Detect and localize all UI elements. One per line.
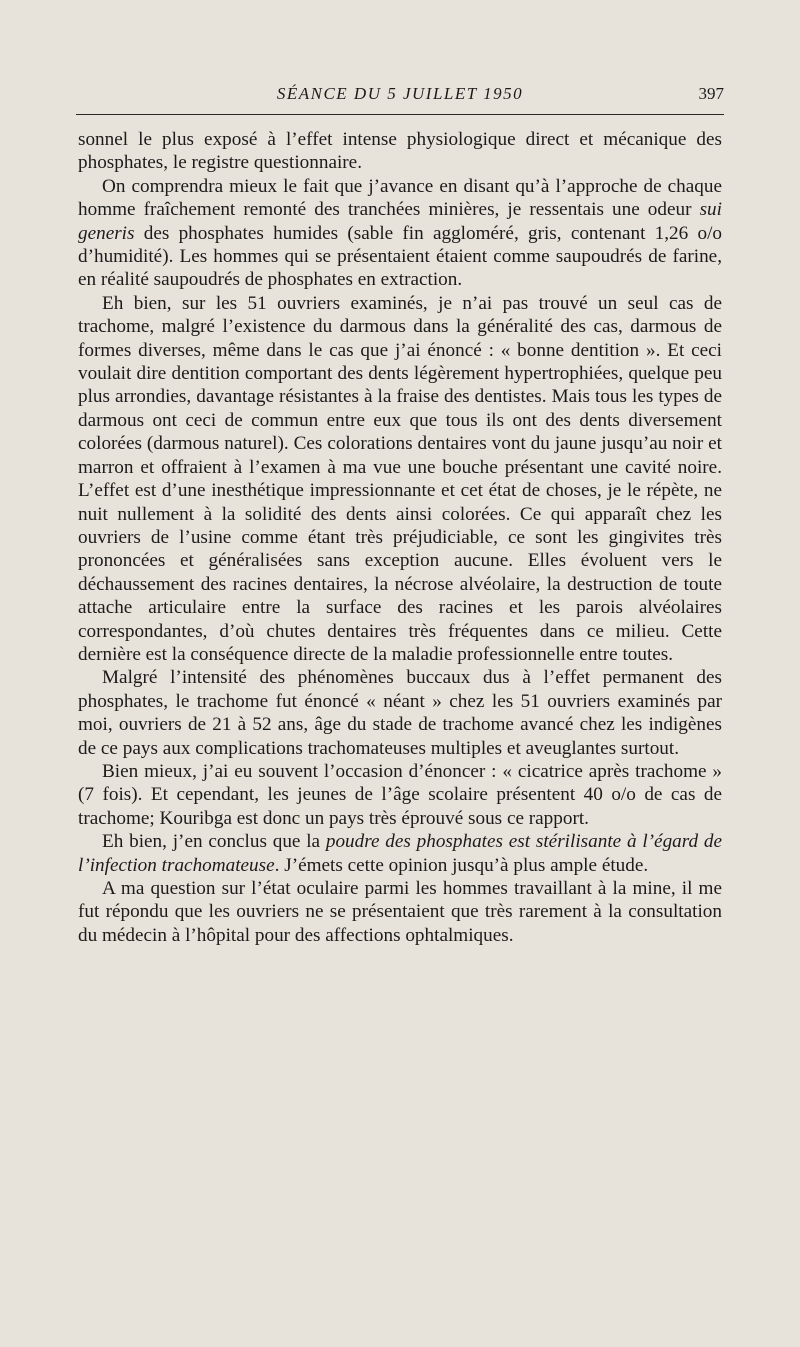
text-run: Malgré l’intensité des phénomènes buccaux dus à l’effet permanent des phosphates, le trachome fut énoncé « néant » chez les 51 ouvriers examinés par moi, ouvriers de 21 à 52 ans, âge du stade de trachome avancé chez les indigènes de ce pays aux complications trachomateuses multiples et aveuglantes surtout. bbox=[78, 667, 722, 759]
text-run: sonnel le plus exposé à l’effet intense physiologique direct et mécanique des phosphates, le registre questionnaire. bbox=[78, 129, 722, 174]
page-number: 397 bbox=[698, 84, 724, 103]
paragraph bbox=[78, 666, 722, 760]
page-header bbox=[76, 84, 724, 108]
paragraph bbox=[78, 175, 722, 292]
text-run: On comprendra mieux le fait que j’avance en disant qu’à l’approche de chaque homme fraîchement remonté des tranchées minières, je ressentais une odeur bbox=[78, 175, 722, 221]
header-rule bbox=[76, 114, 724, 115]
text-run: Eh bien, j’en conclus que la bbox=[102, 831, 326, 853]
text-run: Eh bien, sur les 51 ouvriers examinés, je n’ai pas trouvé un seul cas de trachome, malgré l’existence du darmous dans la généralité des cas, darmous de formes diverses, même dans le cas que j’ai énoncé : « bonne dentition ». Et ceci voulait dire dentition comportant des dents légèrement hypertrophiées, quelque peu plus arrondies, davantage résistantes à la fraise des dentistes. Mais tous les types de darmous ont ceci de commun entre eux que tous ils ont des dents diversement colorées (darmous naturel). Ces colorations dentaires vont du jaune jusqu’au noir et marron et offraient à l’examen à ma vue une bouche présentant une cavité noire. L’effet est d’une inesthétique impressionnante et cet état de choses, je le répète, ne nuit nullement à la solidité des dents ainsi colorées. Ce qui apparaît chez les ouvriers de l’usine comme étant très préjudiciable, ce sont les gingivites très prononcées et généralisées sans exception aucune. Elles évoluent vers le déchaussement des racines dentaires, la nécrose alvéolaire, la destruction de toute attache articulaire entre la surface des racines et les parois alvéolaires correspondantes, d’où chutes dentaires très fréquentes dans ce milieu. Cette dernière est la conséquence directe de la maladie professionnelle entre toutes. bbox=[78, 292, 722, 665]
running-title: SÉANCE DU 5 JUILLET 1950 bbox=[276, 84, 524, 103]
body-text bbox=[78, 128, 722, 947]
paragraph bbox=[78, 877, 722, 947]
paragraph bbox=[78, 128, 722, 175]
paragraph bbox=[78, 830, 722, 877]
text-run: . J’émets cette opinion jusqu’à plus ample étude. bbox=[274, 854, 649, 876]
paragraph bbox=[78, 292, 722, 667]
italic-text: sui generis bbox=[78, 199, 722, 244]
paragraph bbox=[78, 760, 722, 830]
text-run: A ma question sur l’état oculaire parmi les hommes travaillant à la mine, il me fut répondu que les ouvriers ne se présentaient que très rarement à la consultation du médecin à l’hôpital pour des affections ophtalmiques. bbox=[78, 878, 722, 946]
italic-text: poudre des phosphates est stérilisante à l’égard de l’infection trachomateuse bbox=[78, 831, 722, 876]
text-run: Bien mieux, j’ai eu souvent l’occasion d’énoncer : « cicatrice après trachome » (7 fois). Et cependant, les jeunes de l’âge scolaire présentent 40 o/o de cas de trachome; Kouribga est donc un pays très éprouvé sous ce rapport. bbox=[78, 760, 722, 829]
text-run: des phosphates humides (sable fin aggloméré, gris, contenant 1,26 o/o d’humidité). Les hommes qui se présentaient étaient comme saupoudrés de farine, en réalité saupoudrés de phosphates en extraction. bbox=[78, 222, 722, 291]
